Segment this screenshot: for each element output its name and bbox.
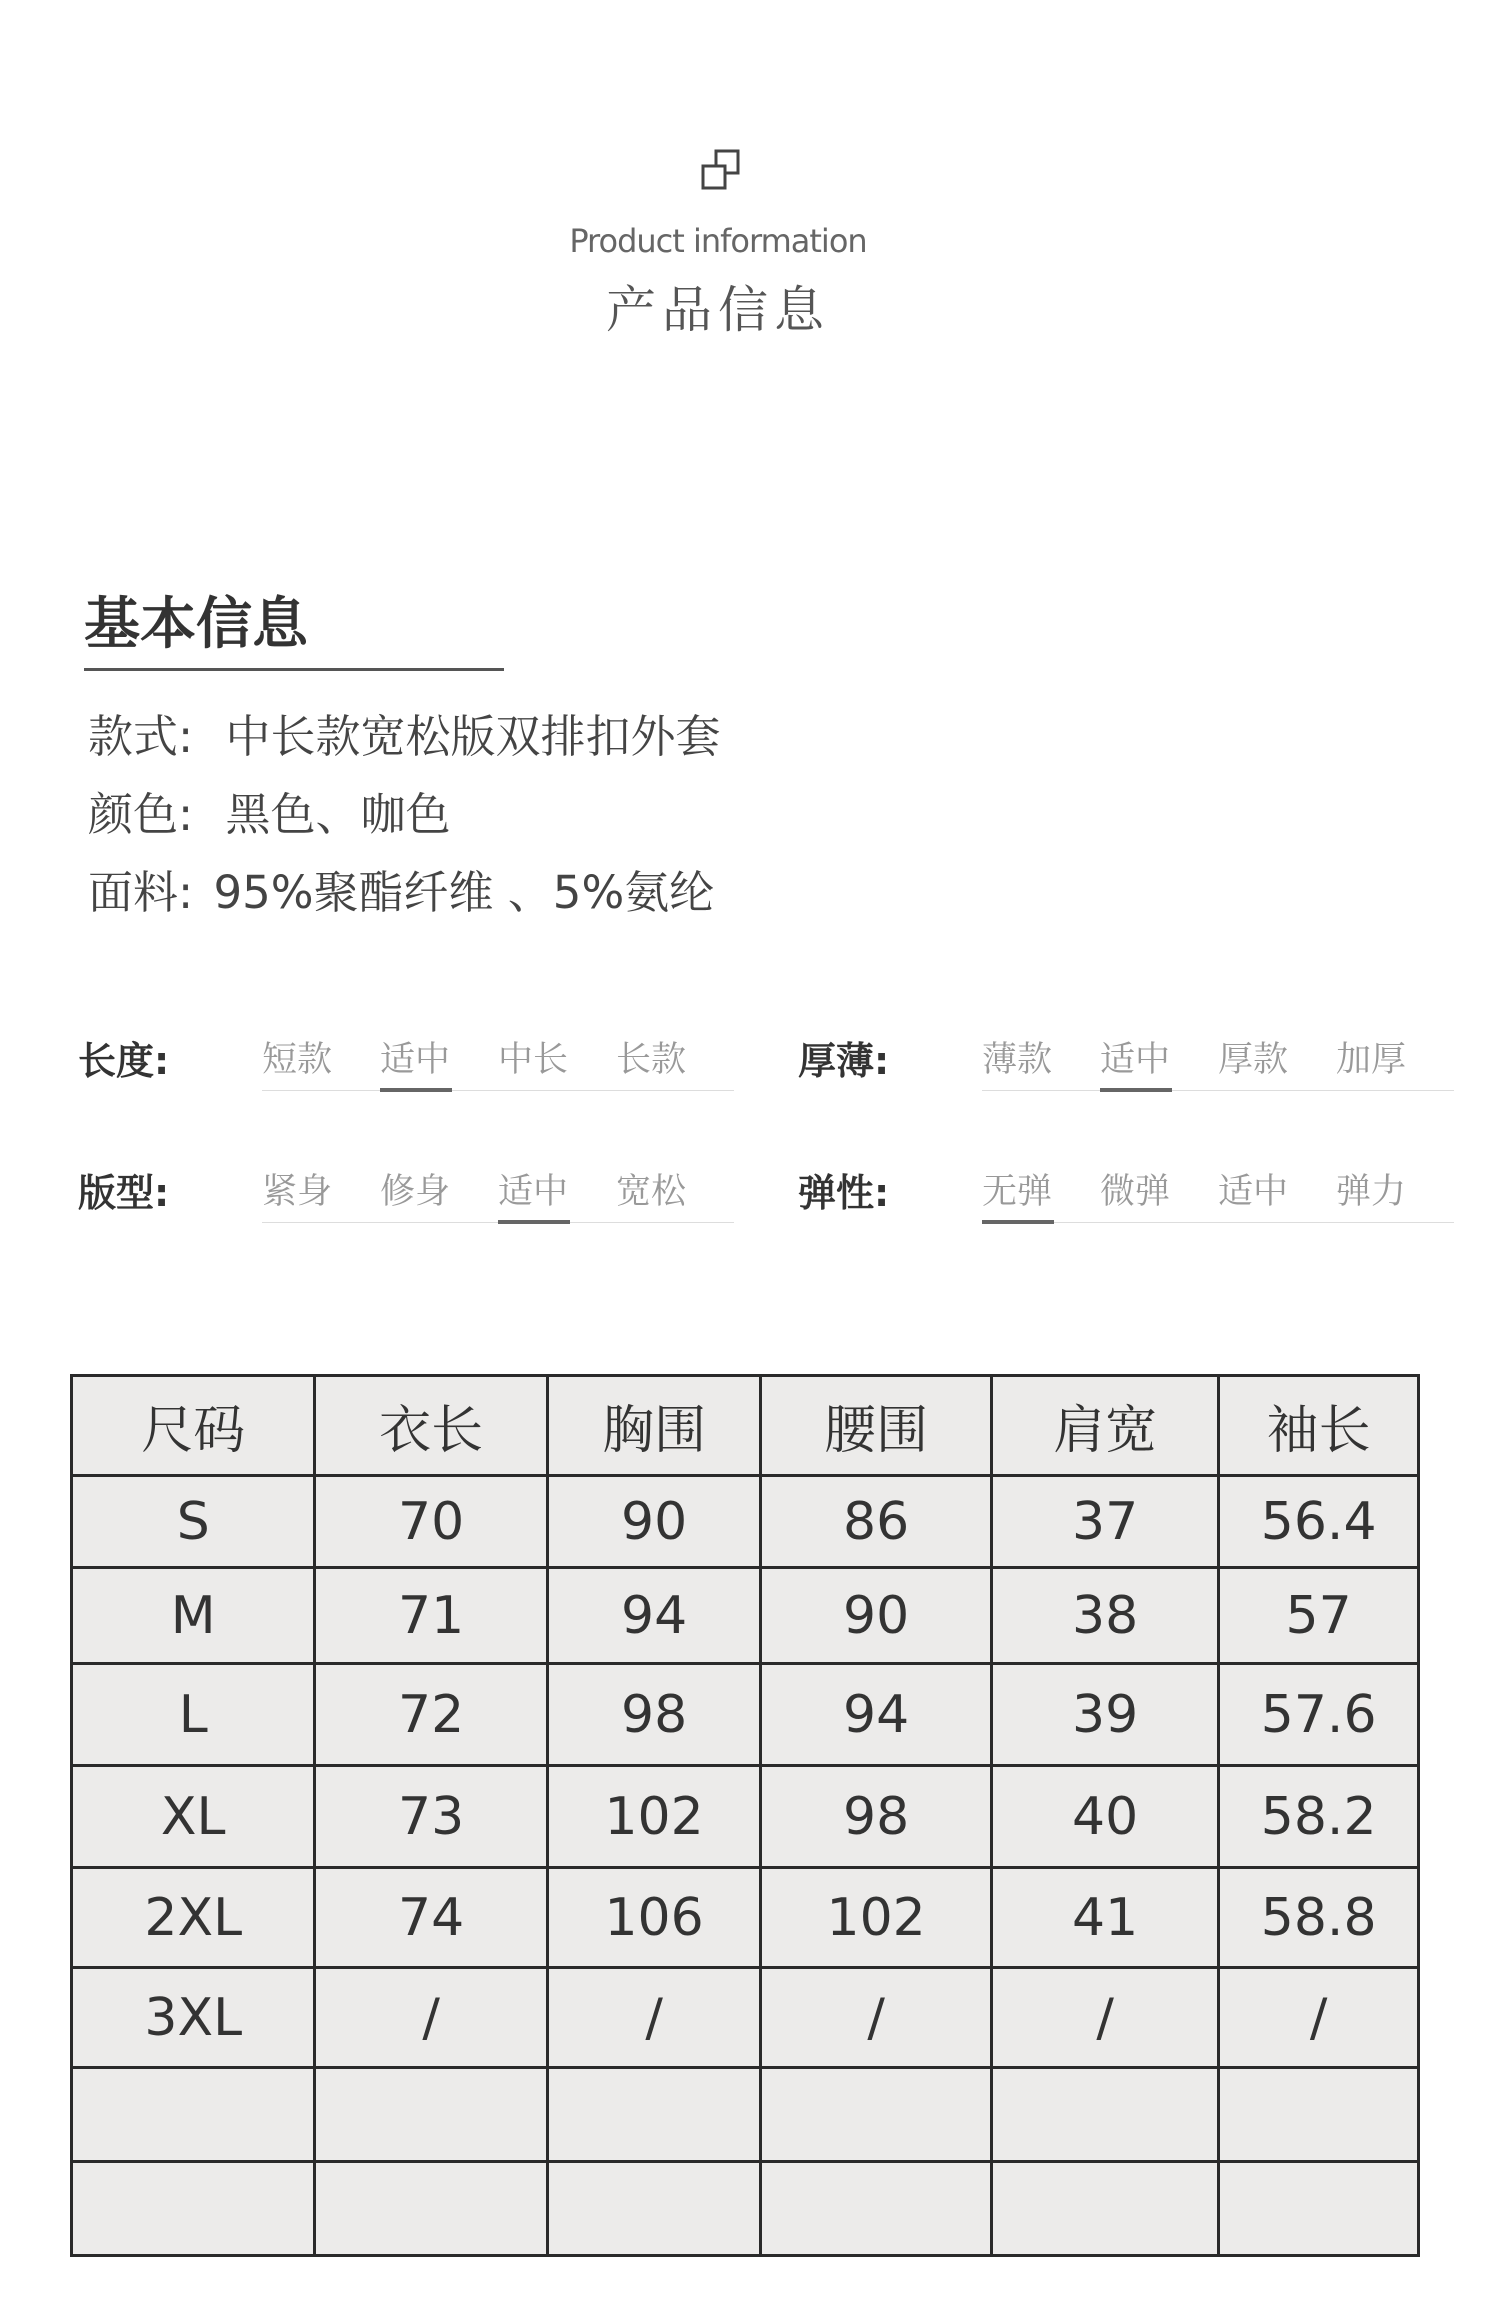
table-header-cell: 胸围 <box>547 1376 761 1476</box>
table-header-row <box>72 1376 1419 1476</box>
table-cell: 39 <box>991 1664 1218 1766</box>
table-header-cell: 袖长 <box>1219 1376 1419 1476</box>
table-row <box>72 1476 1419 1568</box>
table-cell: 58.8 <box>1219 1868 1419 1968</box>
table-cell: XL <box>72 1766 315 1868</box>
table-cell: 57 <box>1219 1568 1419 1664</box>
table-cell: / <box>547 1968 761 2068</box>
info-value: 黑色、咖色 <box>225 788 451 841</box>
overlapping-squares-icon <box>700 148 744 194</box>
table-cell <box>991 2068 1218 2162</box>
table-cell: 57.6 <box>1219 1664 1419 1766</box>
table-cell: 3XL <box>72 1968 315 2068</box>
table-cell: 73 <box>315 1766 547 1868</box>
table-cell: / <box>991 1968 1218 2068</box>
attribute-option: 修身 <box>380 1172 451 1212</box>
attribute-option: 中长 <box>498 1040 569 1080</box>
attribute-option: 适中 <box>498 1164 616 1214</box>
attribute-options <box>262 1032 734 1091</box>
table-cell <box>315 2068 547 2162</box>
table-cell: / <box>761 1968 992 2068</box>
table-cell <box>315 2162 547 2256</box>
table-cell: 58.2 <box>1219 1766 1419 1868</box>
info-label: 款式: <box>88 710 194 763</box>
attribute-label: 厚薄: <box>798 1039 890 1083</box>
table-row <box>72 1968 1419 2068</box>
table-row <box>72 1664 1419 1766</box>
info-row-color <box>88 778 451 843</box>
info-value: 95%聚酯纤维 、5%氨纶 <box>213 866 715 919</box>
attribute-label: 弹性: <box>798 1171 890 1215</box>
table-cell: 98 <box>761 1766 992 1868</box>
table-row <box>72 2068 1419 2162</box>
table-cell <box>72 2068 315 2162</box>
table-cell <box>1219 2162 1419 2256</box>
table-row <box>72 1868 1419 1968</box>
attribute-option: 薄款 <box>982 1040 1053 1080</box>
table-cell: / <box>315 1968 547 2068</box>
attribute-option: 加厚 <box>1336 1040 1407 1080</box>
header-title-en: Product information <box>569 222 867 260</box>
table-header-cell: 衣长 <box>315 1376 547 1476</box>
table-cell: L <box>72 1664 315 1766</box>
table-cell: 106 <box>547 1868 761 1968</box>
attribute-options <box>982 1164 1454 1223</box>
table-cell: 74 <box>315 1868 547 1968</box>
section-divider <box>84 668 504 671</box>
attribute-option: 无弹 <box>982 1164 1100 1214</box>
attribute-options <box>262 1164 734 1223</box>
table-row <box>72 1766 1419 1868</box>
attribute-options <box>982 1032 1454 1091</box>
table-cell: 72 <box>315 1664 547 1766</box>
attribute-option: 适中 <box>380 1032 498 1082</box>
table-cell: 90 <box>761 1568 992 1664</box>
basic-info-title: 基本信息 <box>84 592 308 657</box>
info-label: 面料: <box>88 866 194 919</box>
info-row-style <box>88 700 721 765</box>
attribute-option: 适中 <box>1218 1172 1289 1212</box>
info-label: 颜色: <box>88 788 194 841</box>
table-cell: 98 <box>547 1664 761 1766</box>
attribute-option: 长款 <box>616 1040 687 1080</box>
table-header-cell: 尺码 <box>72 1376 315 1476</box>
table-cell: / <box>1219 1968 1419 2068</box>
table-cell <box>991 2162 1218 2256</box>
table-cell <box>1219 2068 1419 2162</box>
table-cell: 90 <box>547 1476 761 1568</box>
attribute-option: 适中 <box>1100 1032 1218 1082</box>
attribute-option: 弹力 <box>1336 1172 1407 1212</box>
table-cell: 86 <box>761 1476 992 1568</box>
table-header-cell: 腰围 <box>761 1376 992 1476</box>
attribute-option: 短款 <box>262 1040 333 1080</box>
attribute-option: 宽松 <box>616 1172 687 1212</box>
table-cell: 38 <box>991 1568 1218 1664</box>
attribute-option: 微弹 <box>1100 1172 1171 1212</box>
table-cell: 70 <box>315 1476 547 1568</box>
table-row <box>72 1568 1419 1664</box>
attribute-option: 紧身 <box>262 1172 333 1212</box>
header-title-cn: 产品信息 <box>606 281 830 339</box>
table-cell: 94 <box>761 1664 992 1766</box>
table-cell <box>72 2162 315 2256</box>
table-cell: 56.4 <box>1219 1476 1419 1568</box>
table-cell: 41 <box>991 1868 1218 1968</box>
table-cell: M <box>72 1568 315 1664</box>
table-row <box>72 2162 1419 2256</box>
attribute-label: 长度: <box>78 1039 170 1083</box>
table-cell: 40 <box>991 1766 1218 1868</box>
table-cell: 94 <box>547 1568 761 1664</box>
info-row-fabric <box>88 856 714 921</box>
table-cell <box>547 2162 761 2256</box>
attribute-label: 版型: <box>78 1171 170 1215</box>
size-table <box>70 1374 1420 2257</box>
table-cell: 102 <box>547 1766 761 1868</box>
table-header-cell: 肩宽 <box>991 1376 1218 1476</box>
table-cell: 37 <box>991 1476 1218 1568</box>
table-cell <box>547 2068 761 2162</box>
table-cell: 71 <box>315 1568 547 1664</box>
attribute-option: 厚款 <box>1218 1040 1289 1080</box>
info-value: 中长款宽松版双排扣外套 <box>225 710 721 763</box>
table-cell: S <box>72 1476 315 1568</box>
table-cell: 2XL <box>72 1868 315 1968</box>
table-cell <box>761 2162 992 2256</box>
table-cell: 102 <box>761 1868 992 1968</box>
table-cell <box>761 2068 992 2162</box>
